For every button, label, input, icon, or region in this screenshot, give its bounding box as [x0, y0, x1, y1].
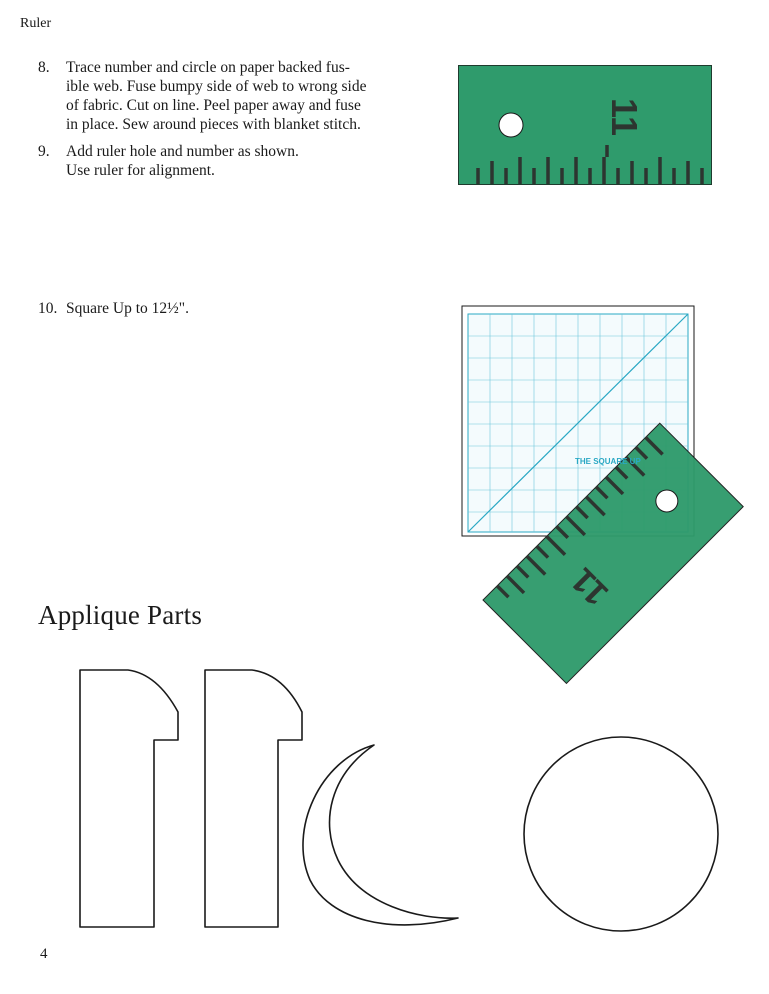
step-number: 8.: [38, 59, 50, 76]
step-number: 10.: [38, 300, 58, 317]
step-line: Trace number and circle on paper backed fus-: [66, 59, 350, 76]
step-line: Add ruler hole and number as shown.: [66, 143, 299, 160]
step-line: Use ruler for alignment.: [66, 162, 215, 179]
circle-template: [524, 737, 718, 931]
step-line: in place. Sew around pieces with blanket stitch.: [66, 116, 361, 133]
applique-parts-title: Applique Parts: [38, 600, 203, 630]
brand-label: THE SQUARE UP: [575, 457, 641, 466]
step-line: ible web. Fuse bumpy side of web to wrong side: [66, 78, 367, 95]
step-line: Square Up to 12½".: [66, 300, 189, 317]
ruler-block-number: 11: [563, 560, 616, 613]
running-header: Ruler: [20, 16, 52, 31]
step-number: 9.: [38, 143, 50, 160]
numeral-one-template-right: [205, 670, 302, 927]
page-number: 4: [40, 946, 48, 962]
crescent-moon-template: [303, 745, 458, 925]
numeral-one-template-left: [80, 670, 178, 927]
step-line: of fabric. Cut on line. Peel paper away and fuse: [66, 97, 361, 114]
ruler-number-label: 11: [604, 97, 645, 137]
